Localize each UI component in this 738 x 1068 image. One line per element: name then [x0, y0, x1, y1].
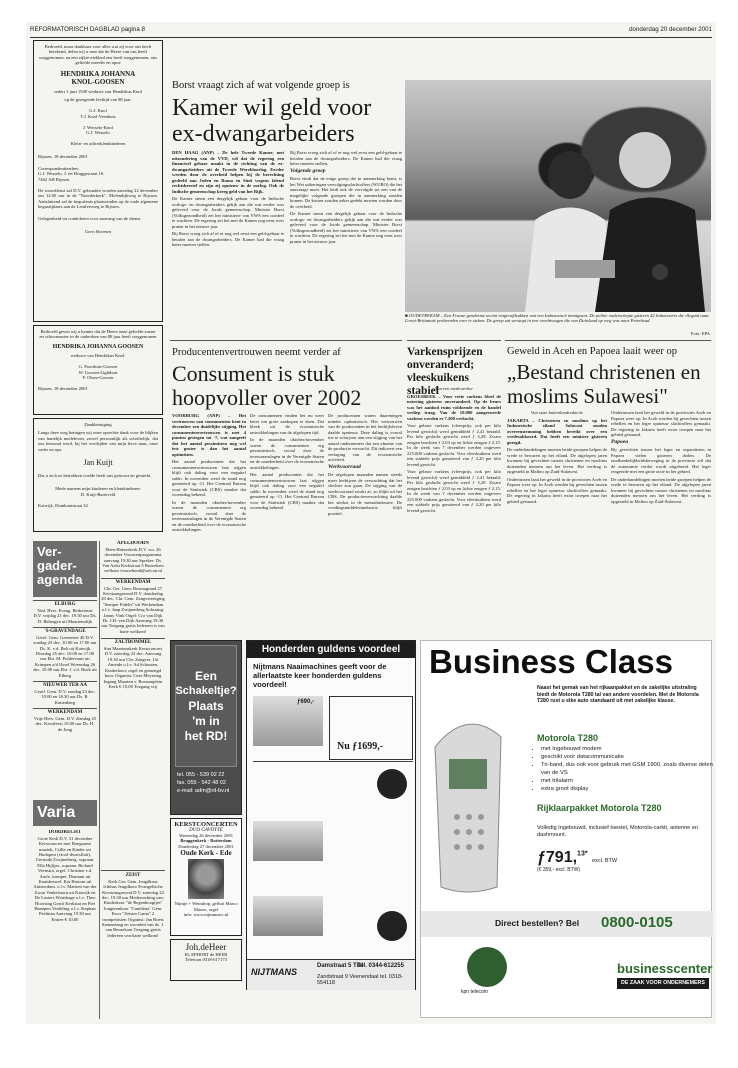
- business-intro: Naast het gemak van het rijkaanpakket en de zakelijke uitstraling biedt de Motorola T280 tal van andere voordelen. Met de Motorola T280 rust u elke auto standaard uit met zakelijke klasse.: [537, 685, 699, 704]
- story1-kicker: Borst vraagt zich af wat volgende groep is: [172, 80, 350, 91]
- story2-paragraph: Het aantal producenten dat het consumentenvertrouwen laat stijgen blijft ook daling voor een negatief saldo. In november werd de stand nog genoteerd op -11. Het Centraal Bureau voor de Statistiek (CBS) maakte dat woensdag bekend.: [250, 472, 324, 510]
- kerstconcert-url[interactable]: info: www.nijmmusic.nl: [183, 912, 229, 918]
- business-cta-text: Direct bestellen? Bel: [495, 918, 580, 928]
- notice-heading: Dankbetuiging: [84, 422, 112, 427]
- story3-byline: Van een medewerker: [434, 386, 473, 391]
- story1-lead: DEN HAAG (ANP) – De hele Tweede Kamer, met uitzondering van de VVD, wil dat de regering een financieel gebaar maakt in de richting van de ex-dwangarbeiders uit de Tweede Wereldoorlog. Eerder werden door de overheid helpen bij de berechting gedeeld aan Joden en Roma en Sinti wegens falend rechtsherstel en zijn zij opnieuw in de oorlog. Ook de Indische gemeenschap kreeg geld van het Rijk.: [172, 150, 284, 194]
- varia-item-text: Grote Kerk D.V. 31 december Kerstconcert met Hongaarse muziek, Csilla en Kinder uit Budapest (viool-dwarsfluit), Gertrude Zwijnenberg, sopraan. Ella Hijltjes, sopraan. Richard Veenstra, orgel. Christine v.d. Aarle, trompet. Diamant uit Kaatsheuvel. Kai Hariran uit Amsterdam. o.l.v. Martien van der Zwan Venkelstorn uit Katwijk en De Lusters Woudsage o.l.v. Theo Hoorsing Gerrit Kerkstra en Piet Hanepen Verdeling o.l.v. Stephan Peelman Aanvang 19.30 uur Entree € 10,00: [33, 835, 97, 922]
- business-model: Motorola T280: [537, 733, 599, 743]
- agenda-item: [33, 627, 97, 678]
- agenda-item-text: Ned. Herv. Evang. Berkenrust D.V. vrijdag 21 dec. 19.30 uur Ds. D. Rebergen uit Maartensdijk: [33, 607, 97, 624]
- agenda-right-list: [101, 541, 165, 801]
- notice-foot: Geen bloemen: [84, 228, 112, 234]
- agenda-item-place: NIEUWER TER AA: [42, 683, 88, 689]
- running-head-left: REFORMATORISCH DAGBLAD pagina 8: [30, 26, 145, 33]
- sewing-machine-image-3: [253, 896, 323, 936]
- story4-lead: JAKARTA – Christenen en moslims op het Indonesische eiland Sulawesi zouden overeenstemming hebben bereikt over een vredesakkoord. Dat heeft een minister gisteren gezegd.: [507, 417, 607, 445]
- story1-subhead: Volgende groep: [290, 167, 326, 174]
- notice-visit: Gelegenheid tot condoleren voor aanvang van de dienst.: [38, 215, 142, 221]
- notice-sub: weduwe van Hendrikus Knol.: [70, 352, 126, 358]
- varia-item-place: DORDRECHT: [48, 830, 82, 835]
- nijtmans-ad: [246, 640, 416, 990]
- story2-headline: Consument is stuk hoopvoller over 2002: [172, 361, 362, 410]
- agenda-title: Ver- gader- agenda: [33, 541, 97, 597]
- story1-paragraph: De Kamer stemt een dergelijk gebaar voor de Indische oorlogs- en dwangarbeiders gelijk aan die wat eerder was geleverd voor de Joods gemeenschap. Minister Borst (Volksgezondheid) zei het ministerie van VWS een oordeel te wachten. De regering zei het met de Kamer nog eens over praten in het nieuwe jaar.: [290, 211, 402, 244]
- notice-place: Katwijk, Duinkantstraat 32: [38, 503, 88, 509]
- kerstconcert-line: Woensdag 26 december 2001: [178, 833, 234, 838]
- business-price: ƒ791,: [537, 849, 578, 866]
- schakeltje-line: Schakeltje?: [175, 684, 237, 697]
- photo-person-right-body: [595, 198, 705, 313]
- kerstconcert-sub: DUO GAVOTTE: [189, 828, 223, 833]
- businesscenter-tagline: DE ZAAK VOOR ONDERNEMERS: [621, 980, 705, 986]
- nijtmans-subtitle: Nijtmans Naaimachines geeft voor de allerlaatste keer honderden guldens voordeel!: [253, 662, 387, 689]
- agenda-item-place: WERKENDAM: [115, 579, 151, 585]
- johdeheer-name: Joh.deHeer: [185, 942, 227, 952]
- notice-name: Jan Kuijt: [83, 458, 113, 468]
- story1-paragraph: Bij Borst vroeg zich af of er nog wel eerst een geld-gebaar te betalen aan de dwangarbeiders. De Kamer had die vraag beter moeten stellen.: [172, 231, 284, 247]
- story1-paragraph: Bij Borst vroeg zich af of er nog wel eerst een geld-gebaar te betalen aan de dwangarbeiders. De Kamer had die vraag beter moeten stellen.: [290, 150, 402, 166]
- nijtmans-badge: [377, 769, 407, 799]
- agenda-item: [33, 681, 97, 705]
- agenda-item-place: WERKENDAM: [47, 710, 83, 716]
- schakeltje-frame: [175, 645, 237, 767]
- nijtmans-price-now: Nu ƒ1699,-: [337, 741, 384, 752]
- notice-intro: Bedroefd geven wij u kennis dat de Heere onze geliefde zuster en schoonzuster in de ouderdom van 88 jaar heeft weggenomen: [39, 329, 157, 340]
- business-price-cents: 13*: [577, 850, 588, 858]
- photo-credit: Foto: EPA: [690, 331, 710, 336]
- nijtmans-tel: Tel. 0344-612255: [357, 963, 404, 969]
- varia-item-place: ZEIST: [125, 873, 141, 878]
- notice-family: Mede namens mijn kinderen en kleinkinderen: D. Kuijt-Barteveld: [55, 486, 141, 497]
- story2-paragraph: Het aantal producenten dat het consumentenvertrouwen laat stijgen blijft ook daling voor een negatief saldo. In november werd de stand nog genoteerd op -11. Het Centraal Bureau voor de Statistiek (CBS) maakte dat woensdag bekend.: [172, 459, 246, 497]
- varia-item-text: Kerk Ger. Gem. Jeugdkoor Ichthus Jeugdkoor Evangelische Kerstzangavond D.V. zaterdag 22 dec. 19.30 uur Medewerking van: Kinderkoor "de Regenboogtjes" Jongerenkoor "Cantilena" Gem. Koor "Zeister Canta" 2 trompettisten Organist: Jan Roest Samenzang en woorden van ds. J. van Beusekom Toegang gratis Iedereen van harte welkom!: [101, 878, 165, 938]
- story1-paragraph: De Kamer stemt een dergelijk gebaar voor de Indische oorlogs- en dwangarbeiders gelijk aan die wat eerder was geleverd voor de Joods gemeenschap. Minister Borst (Volksgezondheid) zei het ministerie van VWS een oordeel te wachten. De regering zei het met de Kamer nog eens over praten in het nieuwe jaar.: [172, 196, 284, 229]
- kerstconcert-title: KERSTCONCERTEN: [174, 821, 238, 828]
- notice-intro: Bedroefd, maar dankbaar voor alles wat zij voor ons heeft betekend, delen wij u mee dat de Heere van ons heeft weggenomen, na een zijkte-ziekbed ons heeft weggenomen, ons geliefde moeder en opoe: [39, 44, 157, 66]
- notice-place: Rijssen, 18 december 2001: [38, 386, 88, 392]
- family-notice-2: [33, 325, 163, 415]
- agenda-item-text: Chr. Ger. Gem. Bosmagrand 27 Kerstzangavond D.V. donderdag 20 dec. Chr. Gem. Zangvereniging "Semper Fidelis" uit Werkendam o.l.v. Jaap Zwijnenberg Solozang: Janny Vink Orgel: Cor van Dijk Dr. J.H. van Dijk Aanvang 19.30 uur Toegang gratis Iedereen is van harte welkom!: [101, 585, 165, 634]
- agenda-item: [101, 541, 165, 574]
- story2-paragraph: De producenten waren daarentegen minder optimistisch. Het vertrouwen van de producenten in het bedrijfsleven daalde opnieuw. Deze daling is vooral toe te schrijven aan een stijging van het aantal ondernemers dat een afname van de productie verwacht. Dit indiceert een verlaging van de economische activiteit.: [328, 413, 402, 462]
- schakeltje-email: e-mail: adm@rd-bv.nl: [177, 788, 230, 794]
- running-head-date: donderdag 20 december 2001: [629, 26, 712, 33]
- story1-headline: Kamer wil geld voor ex-dwangarbeiders: [172, 95, 372, 147]
- story2-column-1: [172, 413, 246, 611]
- kerstconcert-foot: Nijntje + Weindrop, gefluit Marco Mazzo, orgel: [174, 901, 238, 912]
- business-cta-bar[interactable]: [421, 911, 713, 937]
- divider: [505, 340, 711, 341]
- photo-fingerprint-pad: [555, 260, 615, 278]
- business-price-euro: (€ 359,- excl. BTW): [537, 867, 581, 873]
- story2-column-2: [250, 413, 324, 611]
- story4-column-2: [611, 410, 711, 612]
- family-notice-3: [33, 418, 163, 532]
- business-price-note: excl. BTW: [592, 858, 618, 864]
- kpn-brand: kpn telecom: [461, 989, 488, 995]
- agenda-item-text: Sint Maartenskerk Kerstconcert D.V. zaterdag 22 dec. Aanvang 19.30 uur Chr. Zangver. Uit Ameide o.l.v. Ad Schouten. Kinderkoor, orgel en gemengd koor. Organist: Cees Meyering Ingang Maarten v. Rossumplein Kerk € 10,00 Toegang vrij: [103, 646, 163, 689]
- kerstconcert-photo: [188, 859, 224, 899]
- story4-paragraph: De onderhandelingen moeten beide groepen helpen de vrede te bewaren op het eiland. De afgelopen jaren kwamen bij gevechten tussen christenen en moslims duizenden mensen om het leven. Het verdrag is opgesteld in Malino op Zuid-Sulawesi.: [611, 476, 711, 504]
- agenda-item-place: 'S-GRAVENDAGE: [44, 629, 86, 635]
- phone-display: [449, 759, 487, 789]
- schakeltje-line: Een: [194, 668, 217, 683]
- schakeltje-fax: fax. 055 - 542 48 02: [177, 780, 226, 786]
- business-class-title: Business Class: [429, 643, 673, 680]
- photo-ink-jar: [652, 264, 668, 280]
- agenda-item-text: Vrije Herv. Gem. D.V. dinsdag 25 dec. Kerstfeest 10.00 uur Ds. H. de Jong: [33, 715, 97, 732]
- agenda-item-place: ELBURG: [54, 602, 76, 607]
- nijtmans-badge: [377, 911, 407, 941]
- notice-text-2: Dat u zich zo betrokken voelde heeft ons getroost en gesterkt.: [38, 473, 152, 479]
- story2-paragraph: De afgelopen maanden namen steeds meer bedrijven de verwachting dat het slechter zou gaan. De stijging van de werkvoorraad zwakt af, zo blijkt uit het CBS. De productieverwachting daalde het sterkst in de metaalindustrie. De voedingsmiddelenindustrie blijft positief.: [328, 472, 402, 516]
- phone-keypad: [454, 814, 484, 850]
- kpn-logo-icon: [467, 947, 507, 987]
- businesscenter-logo: businesscenter: [617, 961, 713, 976]
- phone-graphic: [427, 697, 509, 897]
- story2-column-3: [328, 413, 402, 611]
- story2-subhead: Werkvoorraad: [328, 463, 361, 470]
- story4-paragraph: Bij gevechten tussen het leger en separatisten in Papoea vielen gisteren doden. De onafhankelijkheidsbeweging in de provincie wil dat de autonomie verder wordt uitgebreid. Het leger reageerde met een grote actie in het gebied.: [611, 447, 711, 474]
- nijtmans-banner: Honderden guldens voordeel: [247, 641, 415, 658]
- business-pack-text: Volledig Ingebouwd, inclusief toestel, Motorola-carkit, antenne en dashmount.: [537, 825, 699, 838]
- agenda-item: [33, 708, 97, 732]
- feature-item: • Tri-band, dus ook voor gebruik met GSM 1900, zoals diverse delen van de VS: [541, 761, 717, 777]
- divider: [170, 340, 402, 341]
- sewing-machine-image-2: [253, 821, 323, 861]
- schakeltje-line: Plaats: [188, 698, 224, 713]
- business-pack-title: Rijklaarpakket Motorola T280: [537, 803, 662, 813]
- story4-paragraph: De onderhandelingen moeten beide groepen helpen de vrede te bewaren op het eiland. De afgelopen jaren kwamen bij gevechten tussen christenen en moslims duizenden mensen om het leven. Het verdrag is opgesteld in Malino op Zuid-Sulawesi.: [507, 447, 607, 474]
- agenda-item: [101, 638, 165, 689]
- news-photo: [405, 80, 711, 312]
- photo-scene-graphic: [405, 80, 711, 312]
- story2-kicker: Producentenvertrouwen neemt verder af: [172, 347, 341, 358]
- feature-item: • geschikt voor datacommunicatie: [541, 753, 717, 761]
- story4-byline: Van onze buitenlandredactie: [530, 410, 584, 415]
- story4-paragraph: Ondertussen laait het geweld in de provincies Aceh en Papoea weer op. In Aceh werden bij gevechten tussen rebellen en het leger opnieuw slachtoffers gemaakt. De regering in Jakarta heeft extra troepen naar het gebied gestuurd.: [507, 476, 607, 504]
- story3-lead: GROESBEEK – Voor vette varkens bleef de notering gisteren onveranderd. Op de beurs was het aanbod ruim voldoende en de handel verliep traag. Van de 10.000 aangevoerde varkens werden er 7.200 verkocht.: [407, 393, 501, 421]
- business-feature-list: [529, 745, 717, 793]
- schakeltje-ad: [170, 640, 242, 815]
- phone-body: [435, 724, 501, 892]
- schakeltje-line: 'm in: [192, 713, 220, 728]
- story1-column-2: [290, 150, 402, 325]
- story4-column-1: [507, 410, 607, 612]
- motorola-phone-image: [427, 697, 509, 897]
- notice-family: G. Poorthuis-Goosen W. Goosen-Lighthart F. Olsen-Goosen: [78, 364, 118, 381]
- businesscenter-tagline-bar: [617, 978, 709, 989]
- photo-caption: ■ OUDETREKAM – Een Franse gendarme neemt vingerafdrukken van een Indonesisch immigrant. De politie onderschepte gisteren 42 Indonesiërs die illegaal naar Groot-Brittannië probeerden over te steken. De groep zat verstopt in een vrachtwagen die van Duitsland op weg was naar Peterhead.: [405, 313, 710, 324]
- kerstconcert-line: Donderdag 27 december 2001: [178, 843, 234, 849]
- feature-item: • met Ingebouwd modem: [541, 745, 717, 753]
- story2-lead: VOORBURG (ANP) – Het vertrouwen van consumenten kent in december een duidelijke stijging. Het consumentenvertrouwen is met 4 punten gestegen tot -7, wat aangeeft dat het aantal pessimisten nog wel iets groter is dan het aantal optimisten.: [172, 413, 246, 457]
- johdeheer-address: EL EPHORT de HEER Telefoon 0318-617173: [184, 952, 228, 963]
- story4-headline: „Bestand christenen en moslims Sulawesi": [507, 360, 701, 408]
- story2-paragraph: De consumenten vinden het nu weer beter om grote aankopen te doen. Dat bleek uit de economische ontwikkelingen van de afgelopen tijd.: [250, 413, 324, 435]
- agenda-item: [33, 600, 97, 624]
- notice-name: HENDRIKA JOHANNA KNOL-GOOSEN: [60, 69, 136, 86]
- feature-item: • extra groot display: [541, 785, 717, 793]
- notice-name: HENDRIKA JOHANNA GOOSEN: [52, 343, 144, 350]
- divider: [407, 340, 501, 341]
- varia-right-list: [101, 870, 165, 1020]
- story3-body: [407, 386, 501, 612]
- story1-column-1: [172, 150, 284, 325]
- kerstconcert-venue: Oude Kerk - Ede: [180, 849, 232, 858]
- notice-age: op de gezegende leeftijd van 88 jaar.: [64, 97, 132, 103]
- varia-title: Varia: [33, 800, 97, 826]
- agenda-item: [101, 578, 165, 634]
- agenda-item-place: APELDOORN: [117, 541, 149, 546]
- nijtmans-divider: [253, 761, 413, 762]
- agenda-left-list: [33, 600, 97, 800]
- story4-kicker: Geweld in Aceh en Papoea laait weer op: [507, 346, 677, 357]
- kerstconcert-line: Bruggenkerk - Rotterdam: [180, 838, 232, 844]
- story2-paragraph: In de maanden oktober/november waren de consumenten erg pessimistisch, vooral door de terreuraanslagen in de Verenigde Staten en de onzekerheid over de economische ontwikkelingen.: [250, 437, 324, 470]
- notice-text: Langs deze weg betuigen wij onze oprechte dank voor de blijken van hartelijk medeleven, zowel persoonlijk als schriftelijk, dat ons betoond werd, bij het overlijden van mijn lieve man, onze vader en opa: [38, 430, 158, 452]
- story1-paragraph: Borst vindt dat de enige groep die in aanmerking komt, is het Wet uitkeringen vervolgingsslachtoffers (WUBO) die het aanvraagt moet. Het leidt ook de vervolgde tot een van de mogelijke volgende groepen die in aanmerking zouden komen. De kosten zouden zeker gedekt moeten worden door de overheid.: [290, 176, 402, 209]
- running-head: [30, 26, 712, 36]
- column-rule: [99, 541, 100, 1019]
- johdeheer-ad: [170, 939, 242, 981]
- agenda-item-text: Geref. Gem. D.V. zondag 23 dec. 10.00 en 18.30 uur Ds. R. Kattenberg: [34, 688, 96, 705]
- schakeltje-line: het RD!: [184, 728, 228, 743]
- kerstconcert-ad: [170, 818, 242, 936]
- notice-family: G.J. Knol T.J. Knol-Veenhuis J. Wesselo-Knol G.J. Wesselo Klein- en achterkleinkinderen: [70, 108, 126, 146]
- business-phone[interactable]: 0800-0105: [601, 914, 673, 931]
- notice-sub: sedert 1 juni 1949 weduwe van Hendrikus Knol: [54, 88, 142, 94]
- nijtmans-brand: NIJTMANS: [251, 967, 298, 977]
- nijtmans-footer: [247, 959, 415, 990]
- business-price-block: [537, 849, 707, 873]
- business-class-ad: [420, 640, 712, 1018]
- nijtmans-price: ƒ690,-: [297, 699, 315, 705]
- story3-paragraph: Voor gelaste varkens (vleesprijs, ook per kilo levend gewicht) werd gemiddeld ƒ 2,41 betaald. Per kilo geslacht gewicht werd ƒ 3,29. Zware zeugen brachten ƒ 2,03 op en lichte zeugen ƒ 2,15. In de week van 7 december werden ongeveer 225.000 varkens geslacht. Voor vleeskuikens werd een stabiele prijs genoteerd van ƒ 2,20 per kilo levend gewicht.: [407, 469, 501, 513]
- story3-paragraph: Voor gelaste varkens (vleesprijs, ook per kilo levend gewicht) werd gemiddeld ƒ 2,41 betaald. Per kilo geslacht gewicht werd ƒ 3,29. Zware zeugen brachten ƒ 2,03 op en lichte zeugen ƒ 2,15. In de week van 7 december werden ongeveer 225.000 varkens geslacht. Voor vleeskuikens werd een stabiele prijs genoteerd van ƒ 2,20 per kilo levend gewicht.: [407, 423, 501, 467]
- story2-paragraph: In de maanden oktober/november waren de consumenten erg pessimistisch, vooral door de terreuraanslagen in de Verenigde Staten en de onzekerheid over de economische ontwikkelingen.: [172, 499, 246, 532]
- story4-paragraph: Ondertussen laait het geweld in de provincies Aceh en Papoea weer op. In Aceh werden bij gevechten tussen rebellen en het leger opnieuw slachtoffers gemaakt. De regering in Jakarta heeft extra troepen naar het gebied gestuurd.: [611, 410, 711, 437]
- header-rule: [30, 37, 712, 38]
- nijtmans-street: Damstraat 5 Tiel: [317, 963, 364, 969]
- story3-headline: Varkensprijzen onveranderd; vleeskuikens stabiel: [407, 346, 483, 397]
- schakeltje-tel: tel. 055 - 539 02 22: [177, 772, 225, 778]
- feature-item: • met trilalarm: [541, 777, 717, 785]
- notice-place: Rijssen, 18 december 2001: [38, 154, 88, 160]
- agenda-item-text: Eben-Haëzerkerk D.V. wo. 26 december Vrouwenprogramma aanvang 19.30 uur Spreker: Ds. Van Aalst Kerkstraat 5 Bezoekers welkom vrouwbond@solcon.nl: [102, 546, 164, 574]
- agenda-item-text: Geref. Gem. Gemeente 40 D.V. zondag 23 dec. 10.00 en 17.00 uur Ds. K. v.d. Belt uit Katwijk Dinsdag 25 dec. 10.00 en 17.00 uur Ehr. M. Poldervaart uit Krimpen a/d IJssel Woensdag 26 dec. 10.00 uur Ehr. J. v.d. Boek uit Elburg: [33, 634, 97, 678]
- nijtmans-address: Zandstraat 9 Veenendaal tel. 0318-554118: [317, 974, 403, 986]
- photo-person-right-head: [619, 132, 671, 188]
- notice-funeral: De rouwdienst zal D.V. gehouden worden zaterdag 22 december om 12.00 uur in de "Noorderkerk", Molendijkweg te Rijssen. Aansluitend zal de begrafenis plaatsvinden op de oude algemene begraafplaats aan de Lentfersweg te Rijssen.: [38, 187, 158, 210]
- notice-address: Correspondentieadres: G.J. Wesselo, J. ter Bruggestraat 16 7462 AH Rijssen: [38, 165, 104, 182]
- story4-subhead: Papoea: [611, 438, 629, 445]
- varia-left-list: [33, 830, 97, 1020]
- agenda-item-place: ZALTBOMMEL: [114, 640, 152, 646]
- photo-person-left-head: [548, 151, 592, 199]
- family-notice-1: [33, 40, 163, 322]
